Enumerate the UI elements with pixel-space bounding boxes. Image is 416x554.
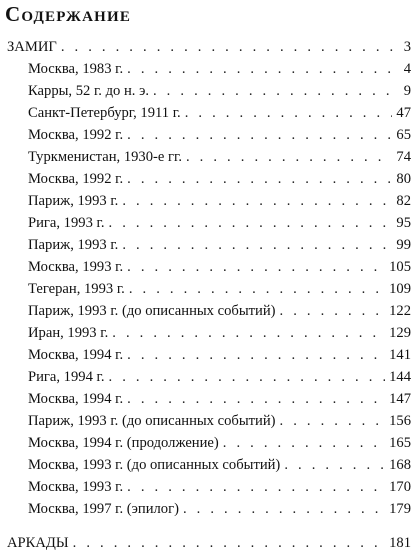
leader-dots bbox=[129, 278, 385, 300]
toc-part-zamig[interactable] bbox=[7, 36, 411, 58]
toc-chapter[interactable] bbox=[28, 410, 411, 432]
toc-chapter[interactable] bbox=[28, 168, 411, 190]
toc-page-number: 141 bbox=[389, 347, 411, 363]
toc-chapter-title: Рига, 1994 г. bbox=[28, 369, 105, 385]
toc-chapter-title: Москва, 1994 г. (продолжение) bbox=[28, 435, 219, 451]
toc-chapter-title: Париж, 1993 г. bbox=[28, 237, 119, 253]
leader-dots bbox=[280, 410, 386, 432]
toc-chapter-title: Туркменистан, 1930-е гг. bbox=[28, 149, 182, 165]
toc-chapter-title: Санкт-Петербург, 1911 г. bbox=[28, 105, 181, 121]
toc-chapter[interactable] bbox=[28, 234, 411, 256]
toc-page-number: 3 bbox=[403, 39, 411, 55]
toc-chapter[interactable] bbox=[28, 388, 411, 410]
page-title: Содержание bbox=[5, 2, 132, 26]
leader-dots bbox=[61, 36, 400, 58]
toc-chapter[interactable] bbox=[28, 300, 411, 322]
toc-chapter[interactable] bbox=[28, 124, 411, 146]
toc-page-number: 95 bbox=[396, 215, 411, 231]
leader-dots bbox=[127, 388, 385, 410]
toc-chapter-title: Москва, 1994 г. bbox=[28, 391, 124, 407]
toc-page-number: 122 bbox=[389, 303, 411, 319]
toc-page-number: 165 bbox=[389, 435, 411, 451]
leader-dots bbox=[280, 300, 386, 322]
toc-chapter-title: Париж, 1993 г. (до описанных событий) bbox=[28, 413, 276, 429]
leader-dots bbox=[183, 498, 385, 520]
leader-dots bbox=[127, 124, 392, 146]
toc-page-number: 168 bbox=[389, 457, 411, 473]
toc-chapter-title: Тегеран, 1993 г. bbox=[28, 281, 125, 297]
leader-dots bbox=[73, 532, 385, 554]
toc-page-number: 144 bbox=[389, 369, 411, 385]
leader-dots bbox=[109, 212, 393, 234]
toc-chapter[interactable] bbox=[28, 58, 411, 80]
toc-page-number: 82 bbox=[396, 193, 411, 209]
toc-chapter[interactable] bbox=[28, 256, 411, 278]
toc-chapter-title: Москва, 1992 г. bbox=[28, 171, 124, 187]
leader-dots bbox=[109, 366, 386, 388]
toc-chapter[interactable] bbox=[28, 278, 411, 300]
toc-page-number: 47 bbox=[396, 105, 411, 121]
toc-chapter-title: Иран, 1993 г. bbox=[28, 325, 109, 341]
toc-page-number: 170 bbox=[389, 479, 411, 495]
leader-dots bbox=[186, 146, 392, 168]
toc-page-number: 179 bbox=[389, 501, 411, 517]
toc-chapter[interactable] bbox=[28, 476, 411, 498]
toc-page-number: 181 bbox=[389, 535, 411, 551]
toc-chapter-title: Москва, 1993 г. bbox=[28, 259, 124, 275]
toc-part-arkady[interactable] bbox=[7, 532, 411, 554]
leader-dots bbox=[284, 454, 385, 476]
toc-chapter-title: Рига, 1993 г. bbox=[28, 215, 105, 231]
leader-dots bbox=[223, 432, 385, 454]
toc-chapter[interactable] bbox=[28, 80, 411, 102]
toc-chapter-title: Москва, 1997 г. (эпилог) bbox=[28, 501, 179, 517]
toc-chapter-title: Карры, 52 г. до н. э. bbox=[28, 83, 149, 99]
toc-page-number: 105 bbox=[389, 259, 411, 275]
toc-chapter[interactable] bbox=[28, 366, 411, 388]
toc-page-number: 80 bbox=[396, 171, 411, 187]
toc-page-number: 129 bbox=[389, 325, 411, 341]
toc-chapter[interactable] bbox=[28, 344, 411, 366]
leader-dots bbox=[127, 58, 400, 80]
toc-chapter-title: Париж, 1993 г. bbox=[28, 193, 119, 209]
toc-chapter[interactable] bbox=[28, 432, 411, 454]
toc-chapter-title: Москва, 1993 г. bbox=[28, 479, 124, 495]
toc-page-number: 74 bbox=[396, 149, 411, 165]
toc-page-number: 4 bbox=[403, 61, 411, 77]
toc-chapter[interactable] bbox=[28, 102, 411, 124]
toc-part-title: ЗАМИГ bbox=[7, 39, 57, 55]
leader-dots bbox=[153, 80, 400, 102]
leader-dots bbox=[127, 344, 385, 366]
toc-part-title: АРКАДЫ bbox=[7, 535, 69, 551]
leader-dots bbox=[185, 102, 393, 124]
toc-chapter-title: Москва, 1992 г. bbox=[28, 127, 124, 143]
toc-page-number: 109 bbox=[389, 281, 411, 297]
toc-page-number: 156 bbox=[389, 413, 411, 429]
leader-dots bbox=[127, 256, 385, 278]
toc-page-number: 9 bbox=[403, 83, 411, 99]
toc-chapter[interactable] bbox=[28, 190, 411, 212]
toc-page-number: 65 bbox=[396, 127, 411, 143]
toc-chapter[interactable] bbox=[28, 212, 411, 234]
toc-page-number: 147 bbox=[389, 391, 411, 407]
toc-chapter-title: Москва, 1994 г. bbox=[28, 347, 124, 363]
toc-chapter-title: Москва, 1983 г. bbox=[28, 61, 124, 77]
toc-chapter-title: Париж, 1993 г. (до описанных событий) bbox=[28, 303, 276, 319]
toc-chapter[interactable] bbox=[28, 498, 411, 520]
leader-dots bbox=[122, 234, 392, 256]
leader-dots bbox=[122, 190, 392, 212]
toc-chapter-title: Москва, 1993 г. (до описанных событий) bbox=[28, 457, 281, 473]
toc-page-number: 99 bbox=[396, 237, 411, 253]
toc-chapter[interactable] bbox=[28, 146, 411, 168]
toc-chapter[interactable] bbox=[28, 454, 411, 476]
leader-dots bbox=[127, 168, 392, 190]
leader-dots bbox=[112, 322, 385, 344]
leader-dots bbox=[127, 476, 385, 498]
toc-chapter[interactable] bbox=[28, 322, 411, 344]
